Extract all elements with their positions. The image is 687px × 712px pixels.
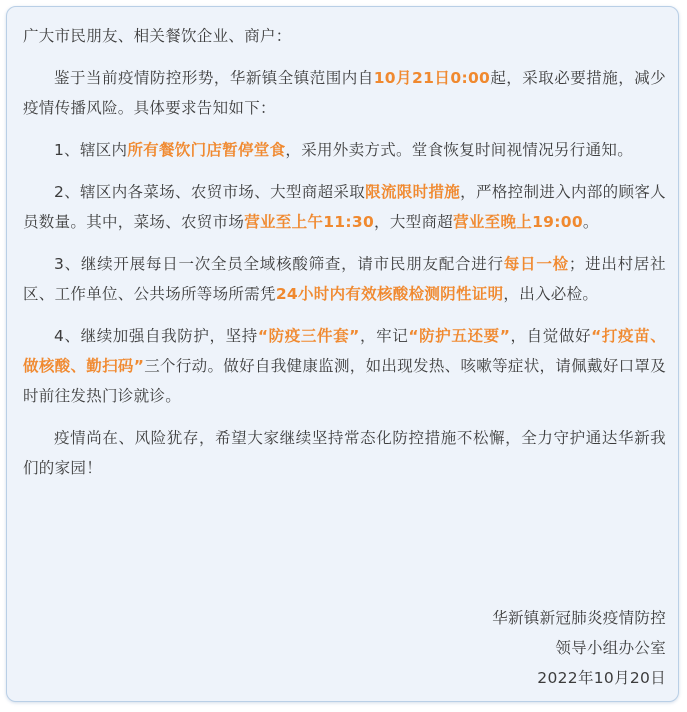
signature-block xyxy=(492,603,666,693)
item-3-text-3: ，出入必检。 xyxy=(503,285,599,303)
item-3-highlight-1: 每日一检 xyxy=(503,255,569,273)
item-2-highlight-1: 限流限时措施 xyxy=(365,183,461,201)
item-2-text-4: 。 xyxy=(582,213,599,231)
item-3-text-1: 3、继续开展每日一次全员全域核酸筛查，请市民朋友配合进行 xyxy=(54,255,504,273)
signature-org-line-2: 领导小组办公室 xyxy=(555,639,666,657)
intro-paragraph xyxy=(23,63,666,123)
notice-panel xyxy=(6,6,679,702)
item-4-text-3: ，自觉做好 xyxy=(510,327,592,345)
greeting-line: 广大市民朋友、相关餐饮企业、商户： xyxy=(23,27,292,45)
item-2-paragraph xyxy=(23,177,666,237)
item-1-text-1: 1、辖区内 xyxy=(54,141,128,159)
item-4-paragraph xyxy=(23,321,666,411)
item-3-paragraph xyxy=(23,249,666,309)
item-3-text-2: ；进出村居社区、工作单位、公共场所等场所需凭 xyxy=(23,255,666,303)
item-4-text-2: ，牢记 xyxy=(359,327,409,345)
item-2-text-3: ，大型商超 xyxy=(374,213,454,231)
intro-start-time: 10月21日0:00 xyxy=(373,69,491,87)
item-4-text-4: 三个行动。做好自我健康监测，如出现发热、咳嗽等症状，请佩戴好口罩及时前往发热门诊就诊。 xyxy=(23,357,667,405)
closing-paragraph: 疫情尚在、风险犹存，希望大家继续坚持常态化防控措施不松懈，全力守护通达华新我们的家园！ xyxy=(23,429,666,477)
signature-org-line-1: 华新镇新冠肺炎疫情防控 xyxy=(492,609,666,627)
item-4-highlight-2: “防护五还要” xyxy=(408,327,511,345)
item-4-text-1: 4、继续加强自我防护，坚持 xyxy=(54,327,258,345)
item-2-text-2: ，严格控制进入内部的顾客人员数量。其中，菜场、农贸市场 xyxy=(23,183,666,231)
intro-text-2: 起，采取必要措施，减少疫情传播风险。具体要求告知如下： xyxy=(23,69,666,117)
item-4-highlight-3: “打疫苗、做核酸、勤扫码” xyxy=(23,327,667,375)
signature-date: 2022年10月20日 xyxy=(537,669,666,687)
item-2-text-1: 2、辖区内各菜场、农贸市场、大型商超采取 xyxy=(54,183,366,201)
item-3-highlight-2: 24小时内有效核酸检测阴性证明 xyxy=(275,285,504,303)
item-1-text-2: ，采用外卖方式。堂食恢复时间视情况另行通知。 xyxy=(285,141,633,159)
item-1-paragraph xyxy=(23,135,666,165)
item-4-highlight-1: “防疫三件套” xyxy=(257,327,360,345)
intro-text-1: 鉴于当前疫情防控形势，华新镇全镇范围内自 xyxy=(54,69,374,87)
item-2-highlight-3: 营业至晚上19:00 xyxy=(453,213,583,231)
item-1-highlight: 所有餐饮门店暂停堂食 xyxy=(127,141,286,159)
item-2-highlight-2: 营业至上午11:30 xyxy=(244,213,375,231)
